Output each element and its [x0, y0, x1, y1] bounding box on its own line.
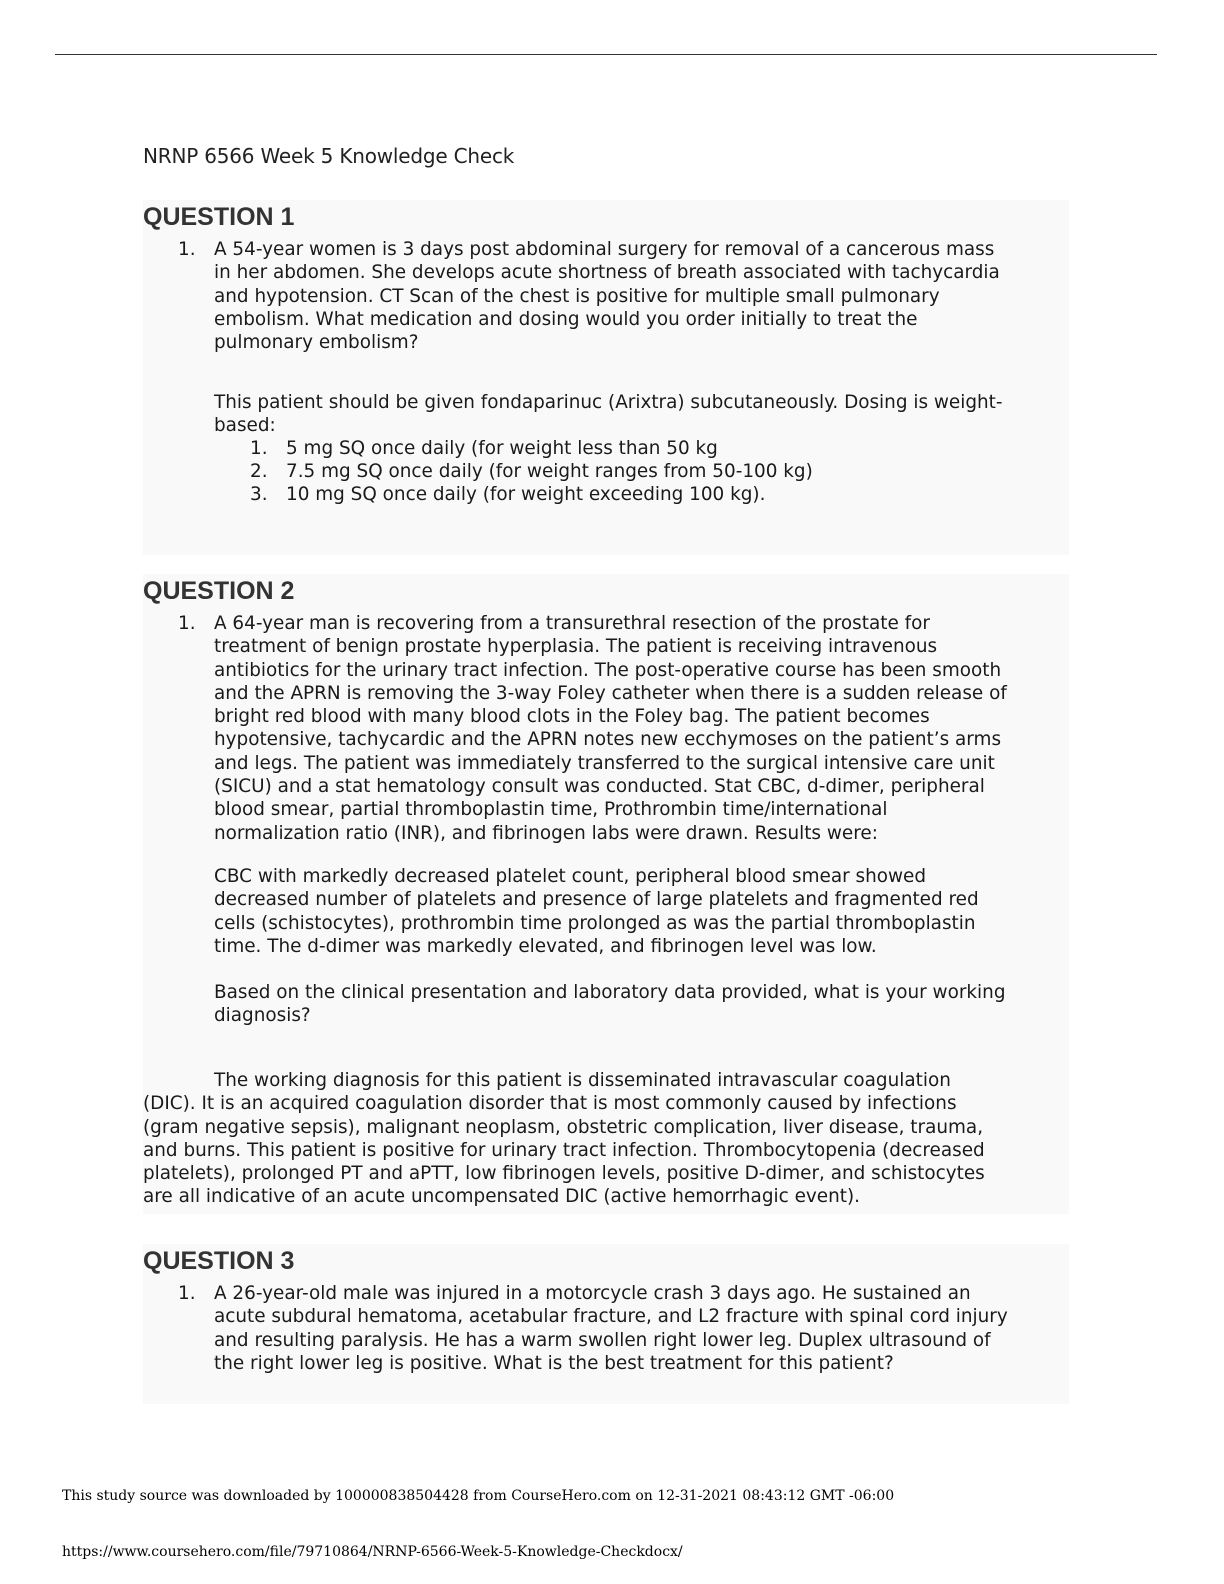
results-line: CBC with markedly decreased platelet count, peripheral blood smear showed: [214, 866, 927, 887]
dosing-item: 10 mg SQ once daily (for weight exceeding 100 kg).: [286, 484, 766, 505]
dosing-item: 5 mg SQ once daily (for weight less than 50 kg: [286, 438, 718, 459]
question-1-number: 1.: [178, 239, 196, 260]
prompt-line: A 64-year man is recovering from a transurethral resection of the prostate for: [214, 613, 930, 634]
results-line: decreased number of platelets and presence of large platelets and fragmented red: [214, 889, 979, 911]
answer-line: and burns. This patient is positive for urinary tract infection. Thrombocytopenia (decreased: [143, 1139, 985, 1161]
ask-line: Based on the clinical presentation and laboratory data provided, what is your working: [214, 982, 1006, 1003]
question-3-number: 1.: [178, 1283, 196, 1304]
question-3-heading: QUESTION 3: [143, 1247, 295, 1275]
answer-line: (DIC). It is an acquired coagulation disorder that is most commonly caused by infections: [143, 1093, 957, 1115]
dosing-item: 7.5 mg SQ once daily (for weight ranges from 50-100 kg): [286, 461, 813, 482]
prompt-line: and hypotension. CT Scan of the chest is positive for multiple small pulmonary: [214, 285, 940, 307]
prompt-line: treatment of benign prostate hyperplasia. The patient is receiving intravenous: [214, 636, 938, 658]
prompt-line: the right lower leg is positive. What is the best treatment for this patient?: [214, 1352, 894, 1374]
prompt-line: and the APRN is removing the 3-way Foley catheter when there is a sudden release of: [214, 682, 1007, 704]
question-1-heading: QUESTION 1: [143, 203, 295, 231]
prompt-line: blood smear, partial thromboplastin time, Prothrombin time/international: [214, 799, 888, 821]
prompt-line: (SICU) and a stat hematology consult was conducted. Stat CBC, d-dimer, peripheral: [214, 776, 985, 798]
question-2-prompt: [214, 612, 1074, 845]
question-2-number: 1.: [178, 613, 196, 634]
prompt-line: A 26-year-old male was injured in a motorcycle crash 3 days ago. He sustained an: [214, 1283, 971, 1304]
question-2-ask: [214, 981, 1074, 1028]
top-rule: [55, 54, 1157, 55]
prompt-line: hypotensive, tachycardic and the APRN notes new ecchymoses on the patient’s arms: [214, 729, 1002, 751]
answer-line: based:: [214, 415, 276, 437]
answer-line: This patient should be given fondaparinuc (Arixtra) subcutaneously. Dosing is weight-: [214, 392, 1003, 413]
question-2-results: [214, 865, 1074, 958]
prompt-line: antibiotics for the urinary tract infection. The post-operative course has been smooth: [214, 659, 1002, 681]
prompt-line: A 54-year women is 3 days post abdominal surgery for removal of a cancerous mass: [214, 239, 995, 260]
prompt-line: in her abdomen. She develops acute shortness of breath associated with tachycardia: [214, 262, 1000, 284]
question-1-prompt: [214, 238, 1074, 354]
source-url[interactable]: https://www.coursehero.com/file/79710864/NRNP-6566-Week-5-Knowledge-Checkdocx/: [62, 1544, 683, 1560]
answer-line: platelets), prolonged PT and aPTT, low fibrinogen levels, positive D-dimer, and schistocytes: [143, 1163, 985, 1185]
results-line: time. The d-dimer was markedly elevated, and fibrinogen level was low.: [214, 935, 877, 957]
prompt-line: bright red blood with many blood clots in the Foley bag. The patient becomes: [214, 706, 930, 728]
question-2-heading: QUESTION 2: [143, 577, 295, 605]
ask-line: diagnosis?: [214, 1005, 311, 1027]
prompt-line: and legs. The patient was immediately transferred to the surgical intensive care unit: [214, 752, 995, 774]
document-title: NRNP 6566 Week 5 Knowledge Check: [143, 144, 515, 168]
prompt-line: normalization ratio (INR), and fibrinogen labs were drawn. Results were:: [214, 822, 878, 844]
results-line: cells (schistocytes), prothrombin time prolonged as was the partial thromboplastin: [214, 912, 976, 934]
question-1-answer: [214, 391, 1074, 438]
prompt-line: embolism. What medication and dosing would you order initially to treat the: [214, 308, 918, 330]
source-note: This study source was downloaded by 100000838504428 from CourseHero.com on 12-31-2021 08:43:12 GMT -06:00: [62, 1488, 895, 1504]
answer-line: The working diagnosis for this patient is disseminated intravascular coagulation: [214, 1070, 951, 1091]
prompt-line: pulmonary embolism?: [214, 332, 419, 354]
prompt-line: acute subdural hematoma, acetabular fracture, and L2 fracture with spinal cord injury: [214, 1306, 1008, 1328]
answer-line: are all indicative of an acute uncompensated DIC (active hemorrhagic event).: [143, 1186, 860, 1208]
question-2-answer: [143, 1069, 1073, 1209]
dosing-number: 3.: [250, 484, 268, 505]
prompt-line: and resulting paralysis. He has a warm swollen right lower leg. Duplex ultrasound of: [214, 1329, 991, 1351]
dosing-number: 1.: [250, 438, 268, 459]
question-3-prompt: [214, 1282, 1074, 1375]
answer-line: (gram negative sepsis), malignant neoplasm, obstetric complication, liver disease, trauma,: [143, 1116, 984, 1138]
dosing-number: 2.: [250, 461, 268, 482]
